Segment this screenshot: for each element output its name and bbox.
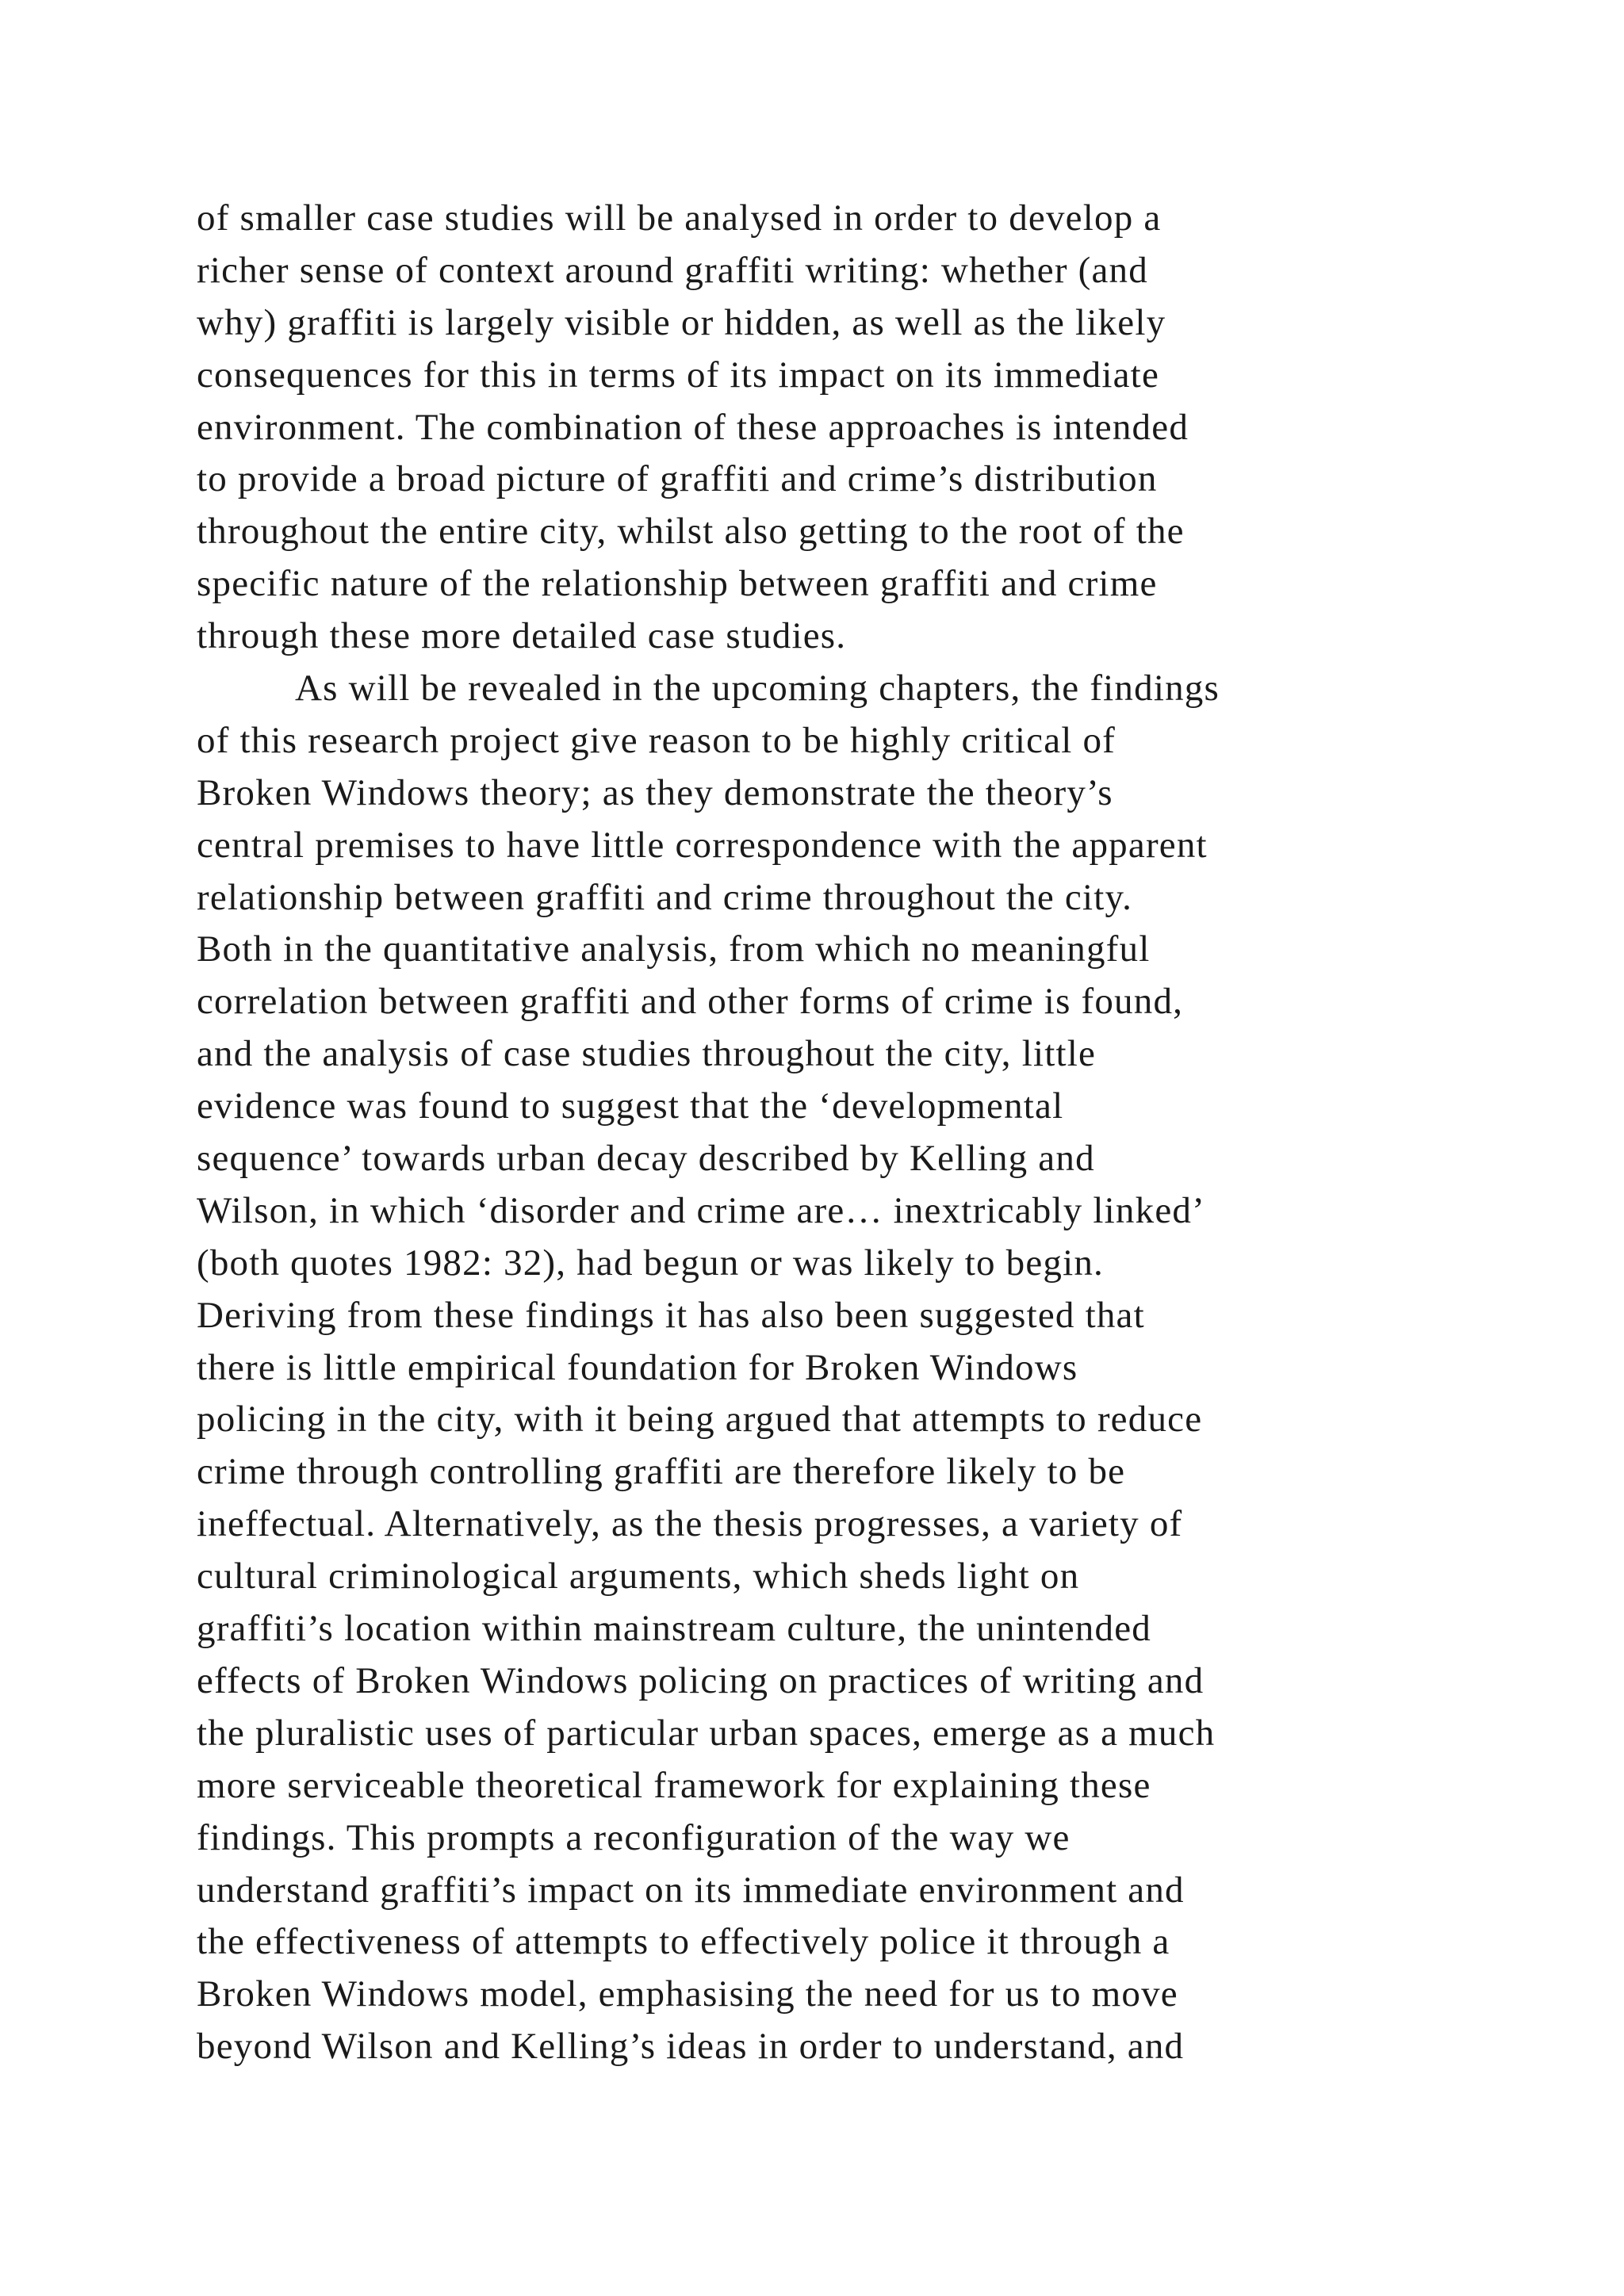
text-line: environment. The combination of these approaches is intended — [197, 406, 1189, 448]
text-line: the pluralistic uses of particular urban spaces, emerge as a much — [197, 1712, 1216, 1754]
text-line: to provide a broad picture of graffiti and crime’s distribution — [197, 458, 1158, 500]
text-line: Broken Windows model, emphasising the need for us to move — [197, 1973, 1178, 2015]
text-line: consequences for this in terms of its impact on its immediate — [197, 354, 1160, 396]
text-line: of smaller case studies will be analysed in order to develop a — [197, 197, 1162, 239]
text-line: of this research project give reason to be highly critical of — [197, 719, 1116, 761]
body-text — [197, 193, 1513, 2073]
text-line: central premises to have little correspondence with the apparent — [197, 824, 1208, 866]
text-line: effects of Broken Windows policing on practices of writing and — [197, 1659, 1205, 1701]
text-line: through these more detailed case studies. — [197, 615, 847, 657]
text-line: richer sense of context around graffiti writing: whether (and — [197, 249, 1148, 291]
text-line: specific nature of the relationship between graffiti and crime — [197, 563, 1158, 605]
text-line: more serviceable theoretical framework for explaining these — [197, 1764, 1151, 1806]
text-line: ineffectual. Alternatively, as the thesis progresses, a variety of — [197, 1503, 1183, 1545]
text-line: (both quotes 1982: 32), had begun or was likely to begin. — [197, 1242, 1105, 1284]
text-line: Both in the quantitative analysis, from which no meaningful — [197, 928, 1151, 970]
text-line: relationship between graffiti and crime throughout the city. — [197, 876, 1133, 918]
text-line: graffiti’s location within mainstream culture, the unintended — [197, 1608, 1151, 1650]
text-line: correlation between graffiti and other forms of crime is found, — [197, 981, 1184, 1023]
text-line: beyond Wilson and Kelling’s ideas in order to understand, and — [197, 2026, 1185, 2068]
text-line: throughout the entire city, whilst also getting to the root of the — [197, 511, 1185, 553]
text-line: cultural criminological arguments, which sheds light on — [197, 1556, 1080, 1598]
text-line: Wilson, in which ‘disorder and crime are… inextricably linked’ — [197, 1189, 1205, 1231]
text-line: evidence was found to suggest that the ‘developmental — [197, 1085, 1064, 1127]
text-line: sequence’ towards urban decay described by Kelling and — [197, 1138, 1095, 1180]
text-line: findings. This prompts a reconfiguration of the way we — [197, 1816, 1071, 1858]
paragraph-start-line: As will be revealed in the upcoming chapters, the findings — [295, 668, 1220, 710]
text-line: there is little empirical foundation for Broken Windows — [197, 1346, 1078, 1388]
text-line: policing in the city, with it being argued that attempts to reduce — [197, 1399, 1203, 1441]
text-line: why) graffiti is largely visible or hidden, as well as the likely — [197, 301, 1166, 343]
text-line: the effectiveness of attempts to effectively police it through a — [197, 1921, 1170, 1963]
text-line: and the analysis of case studies throughout the city, little — [197, 1033, 1097, 1075]
text-line: Deriving from these findings it has also been suggested that — [197, 1294, 1145, 1336]
text-line: crime through controlling graffiti are therefore likely to be — [197, 1451, 1126, 1493]
text-line: Broken Windows theory; as they demonstrate the theory’s — [197, 771, 1113, 813]
text-line: understand graffiti’s impact on its immediate environment and — [197, 1869, 1185, 1911]
